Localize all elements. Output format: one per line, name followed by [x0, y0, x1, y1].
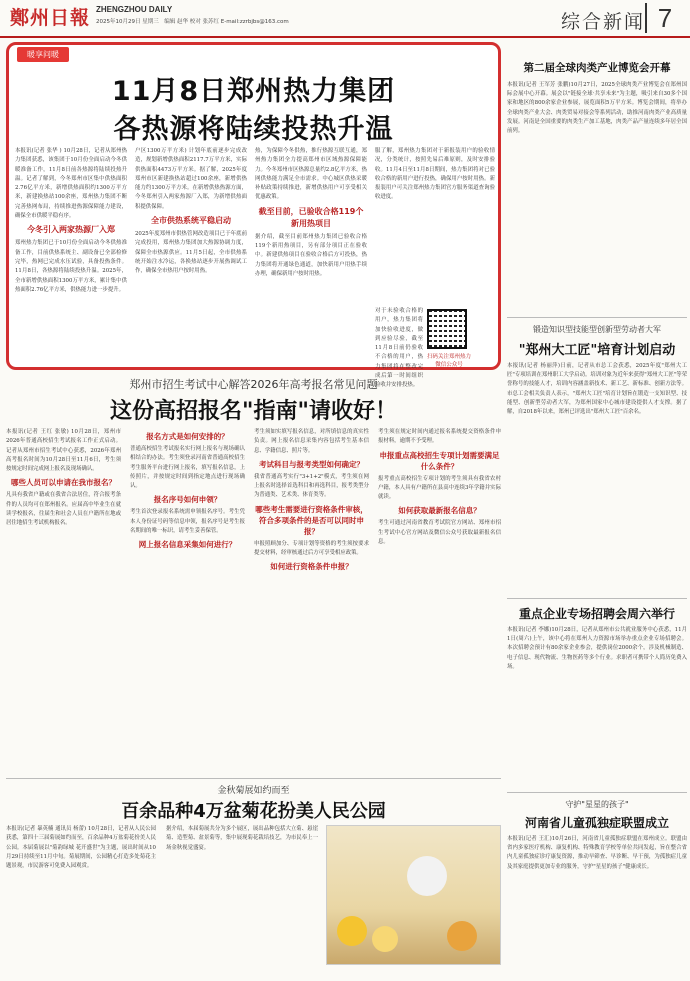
lead-subheading-3: 截至目前，已验收合格119个新用热项目 [258, 206, 364, 228]
craftsman-body: 本报讯(记者 杨丽萍)日前，记者从市总工会获悉，2025年度"郑州大工匠"专项培训在郑州职工大学启动。培训对象为近年来获得"郑州大工匠"等荣誉称号的技能人才，培训内容涵盖新技术、新工艺、新标准、创新方法等。市总工会相关负责人表示，"郑州大工匠"培育计划旨在锻造一支知识型、技能型、创新型劳动者大军，为郑州国家中心城市建设提供人才支撑。据了解，自2018年以来，郑州已评选出"郑州大工匠"百余名。 [507, 363, 687, 416]
lead-column-1 [15, 147, 127, 365]
exam-column-1 [6, 428, 121, 768]
lead-headline-line2: 各热源将陆续投热升温 [113, 114, 394, 145]
page-number: 7 [645, 3, 683, 33]
divider [507, 598, 687, 599]
exam-columns [6, 428, 501, 768]
exam-subheading: 哪些考生需要进行资格条件审核，符合多项条件的是否可以同时申报？ [255, 504, 368, 536]
exam-paragraph: 考生首次登录报名系统需申领报名序号。考生凭本人身份证号码等信息申领，报名序号是考生报名期间的唯一标识，请考生妥善保管。 [130, 509, 245, 535]
lead-column-4 [375, 147, 495, 307]
exam-paragraph: 报考重点高校招生专项计划的考生须具有我省农村户籍，本人具有户籍所在县高中连续3年学籍并实际就读。 [378, 475, 501, 501]
chrysanthemum-kicker: 金秋菊展如约而至 [217, 786, 290, 796]
job-fair-headline: 重点企业专场招聘会周六举行 [518, 607, 675, 621]
autism-body: 本报讯(记者 王汇)10月26日，河南省儿童孤独症联盟在郑州成立。联盟由省内多家医疗机构、康复机构、特殊教育学校等单位共同发起，旨在整合省内儿童孤独症诊疗康复资源，推动早筛查、早诊断、早干预，为孤独症儿童及其家庭提供更加专业的服务，守护"星星的孩子"健康成长。 [507, 836, 687, 870]
exam-column-4 [378, 428, 501, 768]
flower-shape [447, 921, 477, 951]
exam-subheading: 网上报名信息采集如何进行？ [138, 540, 237, 550]
lead-paragraph: 服了解，郑州热力集团对于新报装用户的验收情况，分类统计，按照先易后难原则，及时安排验收。11月4日至11月8日期间，热力集团将对已验收合格的新用户进行投热，确保用户按时用热。新报装用户可关注郑州热力集团官方服务渠道查询验收进度。 [375, 148, 495, 201]
chrysanthemum-paragraph: 据介绍，本届菊展共分为多个展区，展出品种包括大立菊、悬崖菊、造型菊、盆景菊等，集中展现菊花栽培技艺，为市民奉上一场金秋视觉盛宴。 [166, 826, 318, 851]
exam-paragraph: 考生可通过河南省教育考试院官方网站、郑州市招生考试中心官方网站及微信公众号获取最新报名信息。 [378, 520, 501, 546]
exam-article [6, 376, 501, 771]
qr-code-icon[interactable] [427, 309, 467, 349]
right-column [507, 42, 687, 955]
chrysanthemum-column-2 [166, 825, 318, 973]
exam-paragraph: 本报讯(记者 王红 张敏) 10月28日，郑州市2026年普通高校招生考试报名工作正式启动。记者从郑州市招生考试中心获悉，2026年郑州高考报名时间为10月28日至11月6日，考生须按规定时间完成网上报名及现场确认。 [6, 429, 121, 473]
exam-subheading: 报名序号如何申领？ [153, 495, 222, 505]
chrysanthemum-paragraph: 本报讯(记者 暴英楠 通讯员 杨蕾) 10月28日，记者从人民公园获悉，第四十三届菊展如约而至，百余品种4万盆菊花扮美人民公园。本届菊展以"菊韵绿城 花开盛世"为主题，展出时间从10月29日持续至11月中旬。菊展期间，公园精心打造多处菊花主题景观，市民游客可免费入园观赏。 [6, 826, 156, 870]
lead-tag: 暖享问暖 [17, 47, 69, 62]
newspaper-english-name: ZHENGZHOU DAILY [96, 5, 173, 14]
lead-paragraph: 据介绍，截至目前郑州热力集团已验收合格119个新用热项目，另有部分项目正在验收中。新建供热项目在验收合格后方可投热，热力集团将开通绿色通道，加快新用户用热手续办理，确保新用户按时用热。 [255, 233, 367, 277]
exam-subheading: 申报重点高校招生专项计划需要满足什么条件？ [379, 450, 500, 471]
exam-headline: 这份高招报名"指南"请收好！ [110, 399, 397, 424]
flower-shape [372, 926, 398, 952]
lead-paragraph: 郑州热力集团已于10月份全面启动今冬供热准备工作，目前供热系统主、副设备已全部检修完毕，热网已完成水压试验，具备投热条件。11月8日，各热源将陆续投热升温。2025年，全市新增供热面积1300万平方米，累计集中供热面积2.76亿平方米，供热能力进一步提升。 [15, 240, 127, 293]
lead-subheading-2: 全市供热系统平稳启动 [151, 216, 231, 226]
lead-paragraph: 热，为保障今冬供热，推行热源互联互通，郑州热力集团全力提高郑州市区域热源保障能力。今冬郑州市区热源总量约2.8亿平方米，热网供热能力满足全市需求。中心城区供热采暖补贴政策持续推进，新增供热用户可享受相关优惠政策。 [255, 148, 367, 201]
lead-paragraph: 户区1300万平方米) 计划年底前逐步完成改造，规划新增供热面积2117.7万平方米，实际供热面积4473万平方米。据了解，2025年度郑州市区新建换热站超过100余座，新增供热能力约1300万平方米。在新增供热热源方面，今冬郑州引入两家热源厂入郑，为新增供热面积提供保障。 [135, 148, 247, 210]
expo-headline: 第二届全球肉类产业博览会开幕 [523, 62, 671, 74]
exam-subheading: 如何获取最新报名信息？ [398, 506, 481, 516]
lead-column-2 [135, 147, 247, 365]
lead-paragraph: 2025年度郑州市供热管网改造项目已于年底前完成投用，郑州热力集团加大热源协调力度，保障全市热源供应。11月5日起，全市供热系统开始注水冷运，各换热站逐步开展热调试工作，确保全市热用户按时用热。 [135, 231, 247, 275]
autism-headline: 河南省儿童孤独症联盟成立 [524, 816, 669, 830]
expo-body: 本报讯(记者 王军芳 张鹏)10月27日，2025全球肉类产业博览会在郑州国际会展中心开幕。展会以"链接全球·共享未来"为主题，吸引来自30多个国家和地区的800余家企业参展，展览面积5万平方米。博览会期间，将举办全球肉类产业大会、肉类贸易对接会等系列活动，助推河南肉类产业高质量发展。河南是全国重要的肉类生产加工基地，肉类产品产量连续多年居全国前列。 [507, 82, 687, 135]
exam-paragraph: 申报照顾加分、专项计划等资格的考生须按要求提交材料，经审核通过后方可享受相应政策。 [254, 540, 369, 557]
autism-kicker: 守护"星星的孩子" [565, 800, 629, 809]
divider [507, 792, 687, 793]
masthead [0, 0, 690, 38]
craftsman-kicker: 锻造知识型技能型创新型劳动者大军 [533, 325, 661, 334]
lead-headline-line1: 11月8日郑州热力集团 [111, 76, 396, 107]
lead-subheading-1: 今冬引入两家热源厂入郑 [27, 225, 115, 235]
section-title: 综合新闻 [561, 11, 646, 33]
lead-column-4b [375, 307, 423, 389]
exam-column-2 [130, 428, 245, 768]
lead-paragraph: 本报讯(记者 张华 ) 10月28日，记者从郑州热力集团获悉，该集团于10月份全面启动今冬供暖准备工作，11月8日前各热源将陆续投热升温。记者了解到，今冬郑州市区集中供热面积2.76亿平方米，新增供热面积约1300万平方米，新建换热站100余座，郑州热力集团不断完善热网布局，持续推进热源保障能力建设，确保全市供暖平稳有序。 [15, 148, 127, 220]
divider [507, 317, 687, 318]
flower-shape [337, 916, 367, 946]
flower-shape [407, 856, 447, 896]
exam-subheading: 如何进行资格条件申报？ [270, 562, 353, 572]
lead-column-3 [255, 147, 367, 365]
exam-column-3 [254, 428, 369, 768]
chrysanthemum-article [6, 778, 501, 978]
qr-caption: 扫码关注郑州热力微信公众号 [426, 354, 471, 368]
newspaper-logo: 鄭州日報 [10, 7, 91, 29]
chrysanthemum-photo [326, 825, 501, 965]
exam-paragraph: 我省普通高考实行"3+1+2"模式，考生须在网上报名时选择首选科目和再选科目，报考类型分为普通类、艺术类、体育类等。 [254, 473, 369, 499]
chrysanthemum-column-1 [6, 825, 156, 973]
exam-subheading: 考试科目与报考类型如何确定？ [259, 459, 364, 469]
lead-paragraph: 对于未验收合格的用户，热力集团将加快验收进度，做到应验尽验，截至11月8日前仍验收不合格的用户，热力集团将在整改完成后第一时间组织验收并安排投热。 [375, 308, 423, 389]
exam-paragraph: 考生须如实填写报名信息，对所填信息的真实性负责。网上报名信息采集内容包括考生基本信息、学籍信息、照片等。 [254, 429, 369, 454]
exam-kicker: 郑州市招生考试中心解答2026年高考报名常见问题 [129, 378, 378, 391]
job-fair-body: 本报讯(记者 李娜)10月28日，记者从郑州市公共就业服务中心获悉，11月1日(周六)上午，该中心将在郑州人力资源市场举办重点企业专场招聘会。本次招聘会预计有80余家企业参会，提供岗位2000余个，涉及机械制造、电子信息、现代物流、生物医药等多个行业。求职者可携带个人简历免费入场。 [507, 627, 687, 670]
craftsman-headline: "郑州大工匠"培育计划启动 [518, 343, 676, 358]
exam-paragraph: 考生须在规定时间内通过报名系统提交资格条件申报材料，逾期不予受理。 [378, 429, 501, 445]
issue-meta: 2025年10月29日 星期三 编辑 赵华 校对 张苏红 E-mail:zzrbjbs@163.com [96, 19, 289, 25]
chrysanthemum-headline: 百余品种4万盆菊花扮美人民公园 [121, 801, 386, 822]
exam-subheading: 哪些人员可以申请在我市报名？ [11, 478, 116, 488]
exam-paragraph: 普通高校招生考试报名实行网上报名与现场确认相结合的办法。考生须登录河南省普通高校招生考生服务平台进行网上报名，填写报名信息，上传照片，并按规定时间到指定地点进行现场确认。 [130, 446, 245, 490]
exam-paragraph: 凡具有我省户籍或在我省合法居住，符合报考条件的人员均可在郑州报名。应届高中毕业生在就读学校报名，往届生和社会人员在户籍所在地或居住地招生考试机构报名。 [6, 492, 121, 527]
exam-subheading: 报名方式是如何安排的？ [146, 432, 229, 441]
